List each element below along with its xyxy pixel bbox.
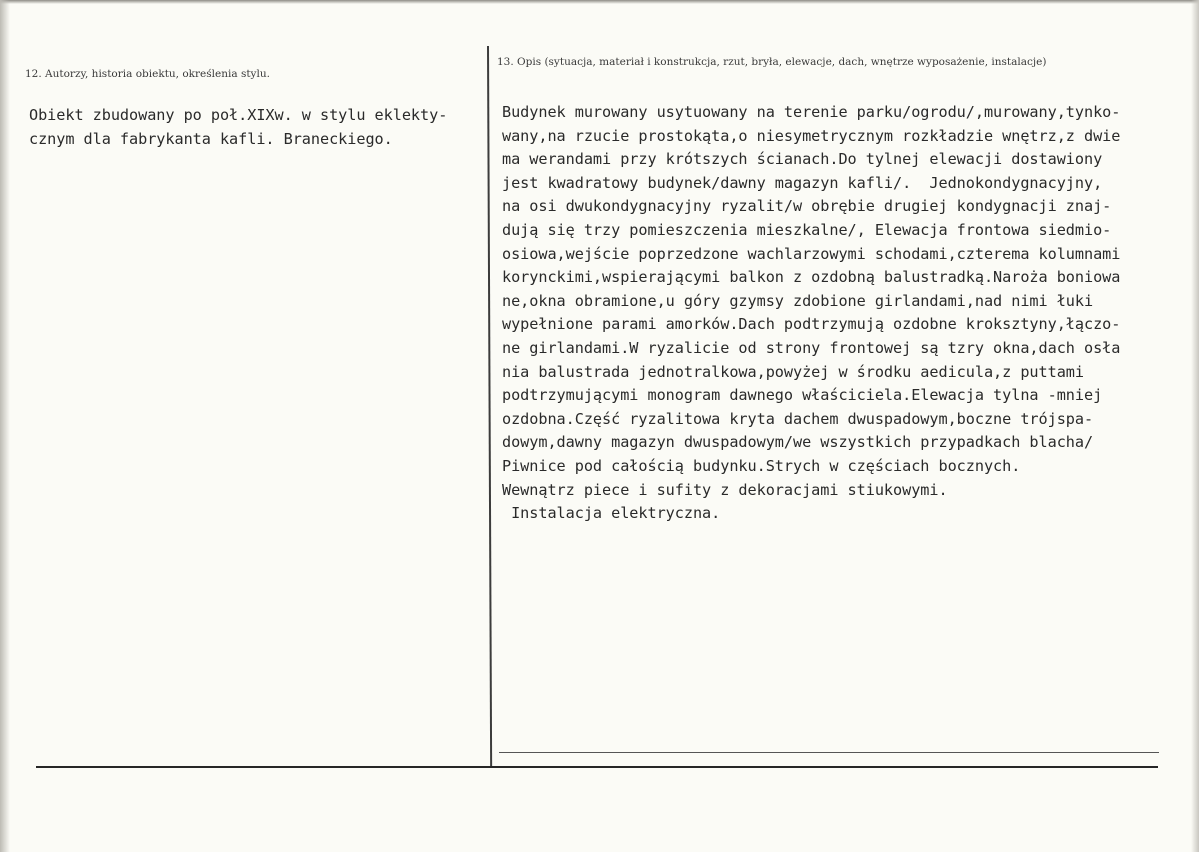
section-13-line: na osi dwukondygnacyjny ryzalit/w obrębie drugiej kondygnacji znaj- — [502, 197, 1112, 216]
section-13-bottom-rule — [499, 752, 1159, 753]
section-12-typed-text — [29, 104, 447, 151]
section-13-line: dują się trzy pomieszczenia mieszkalne/, Elewacja frontowa siedmio- — [502, 220, 1112, 239]
section-13-typed-text — [502, 101, 1120, 526]
section-13-line: ne,okna obramione,u góry gzymsy zdobione girlandami,nad nimi łuki — [502, 291, 1094, 310]
section-13-line: Budynek murowany usytuowany na terenie parku/ogrodu/,murowany,tynko- — [502, 103, 1121, 121]
section-12-line: cznym dla fabrykanta kafli. Braneckiego. — [29, 129, 393, 148]
column-divider — [487, 46, 492, 766]
form-bottom-rule — [36, 766, 1158, 768]
paper-edge-right — [1191, 0, 1199, 852]
section-13-line: jest kwadratowy budynek/dawny magazyn kafli/. Jednokondygnacyjny, — [502, 173, 1103, 192]
paper-edge-top — [0, 0, 1199, 4]
section-12-line: Obiekt zbudowany po poł.XIXw. w stylu eklekty- — [29, 106, 448, 124]
section-13-header: 13. Opis (sytuacja, materiał i konstrukcja, rzut, bryła, elewacje, dach, wnętrze wyposażenie, instalacje) — [497, 56, 1047, 68]
section-13-line: osiowa,wejście poprzedzone wachlarzowymi schodami,czterema kolumnami — [502, 244, 1121, 263]
section-13-line: Instalacja elektryczna. — [502, 504, 721, 523]
section-13-line: korynckimi,wspierającymi balkon z ozdobną balustradką.Naroża boniowa — [502, 268, 1121, 287]
section-13-line: podtrzymującymi monogram dawnego właściciela.Elewacja tylna -mniej — [502, 386, 1103, 405]
section-13-line: dowym,dawny magazyn dwuspadowym/we wszystkich przypadkach blacha/ — [502, 433, 1094, 452]
section-13-line: ne girlandami.W ryzalicie od strony frontowej są tzry okna,dach osła — [502, 338, 1121, 357]
section-12-header: 12. Autorzy, historia obiektu, określenia stylu. — [25, 68, 270, 80]
section-13-line: ozdobna.Część ryzalitowa kryta dachem dwuspadowym,boczne trójspa- — [502, 409, 1094, 428]
section-13-line: wany,na rzucie prostokąta,o niesymetrycznym rozkładzie wnętrz,z dwie — [502, 126, 1121, 145]
section-13-line: wypełnione parami amorków.Dach podtrzymują ozdobne kroksztyny,łączo- — [502, 315, 1121, 334]
section-13-line: Wewnątrz piece i sufity z dekoracjami stiukowymi. — [502, 480, 948, 499]
section-13-line: ma werandami przy krótszych ścianach.Do tylnej elewacji dostawiony — [502, 150, 1103, 169]
section-13-line: Piwnice pod całością budynku.Strych w częściach bocznych. — [502, 456, 1021, 475]
paper-edge-left — [0, 0, 10, 852]
section-13-line: nia balustrada jednotralkowa,powyżej w środku aedicula,z puttami — [502, 362, 1084, 381]
